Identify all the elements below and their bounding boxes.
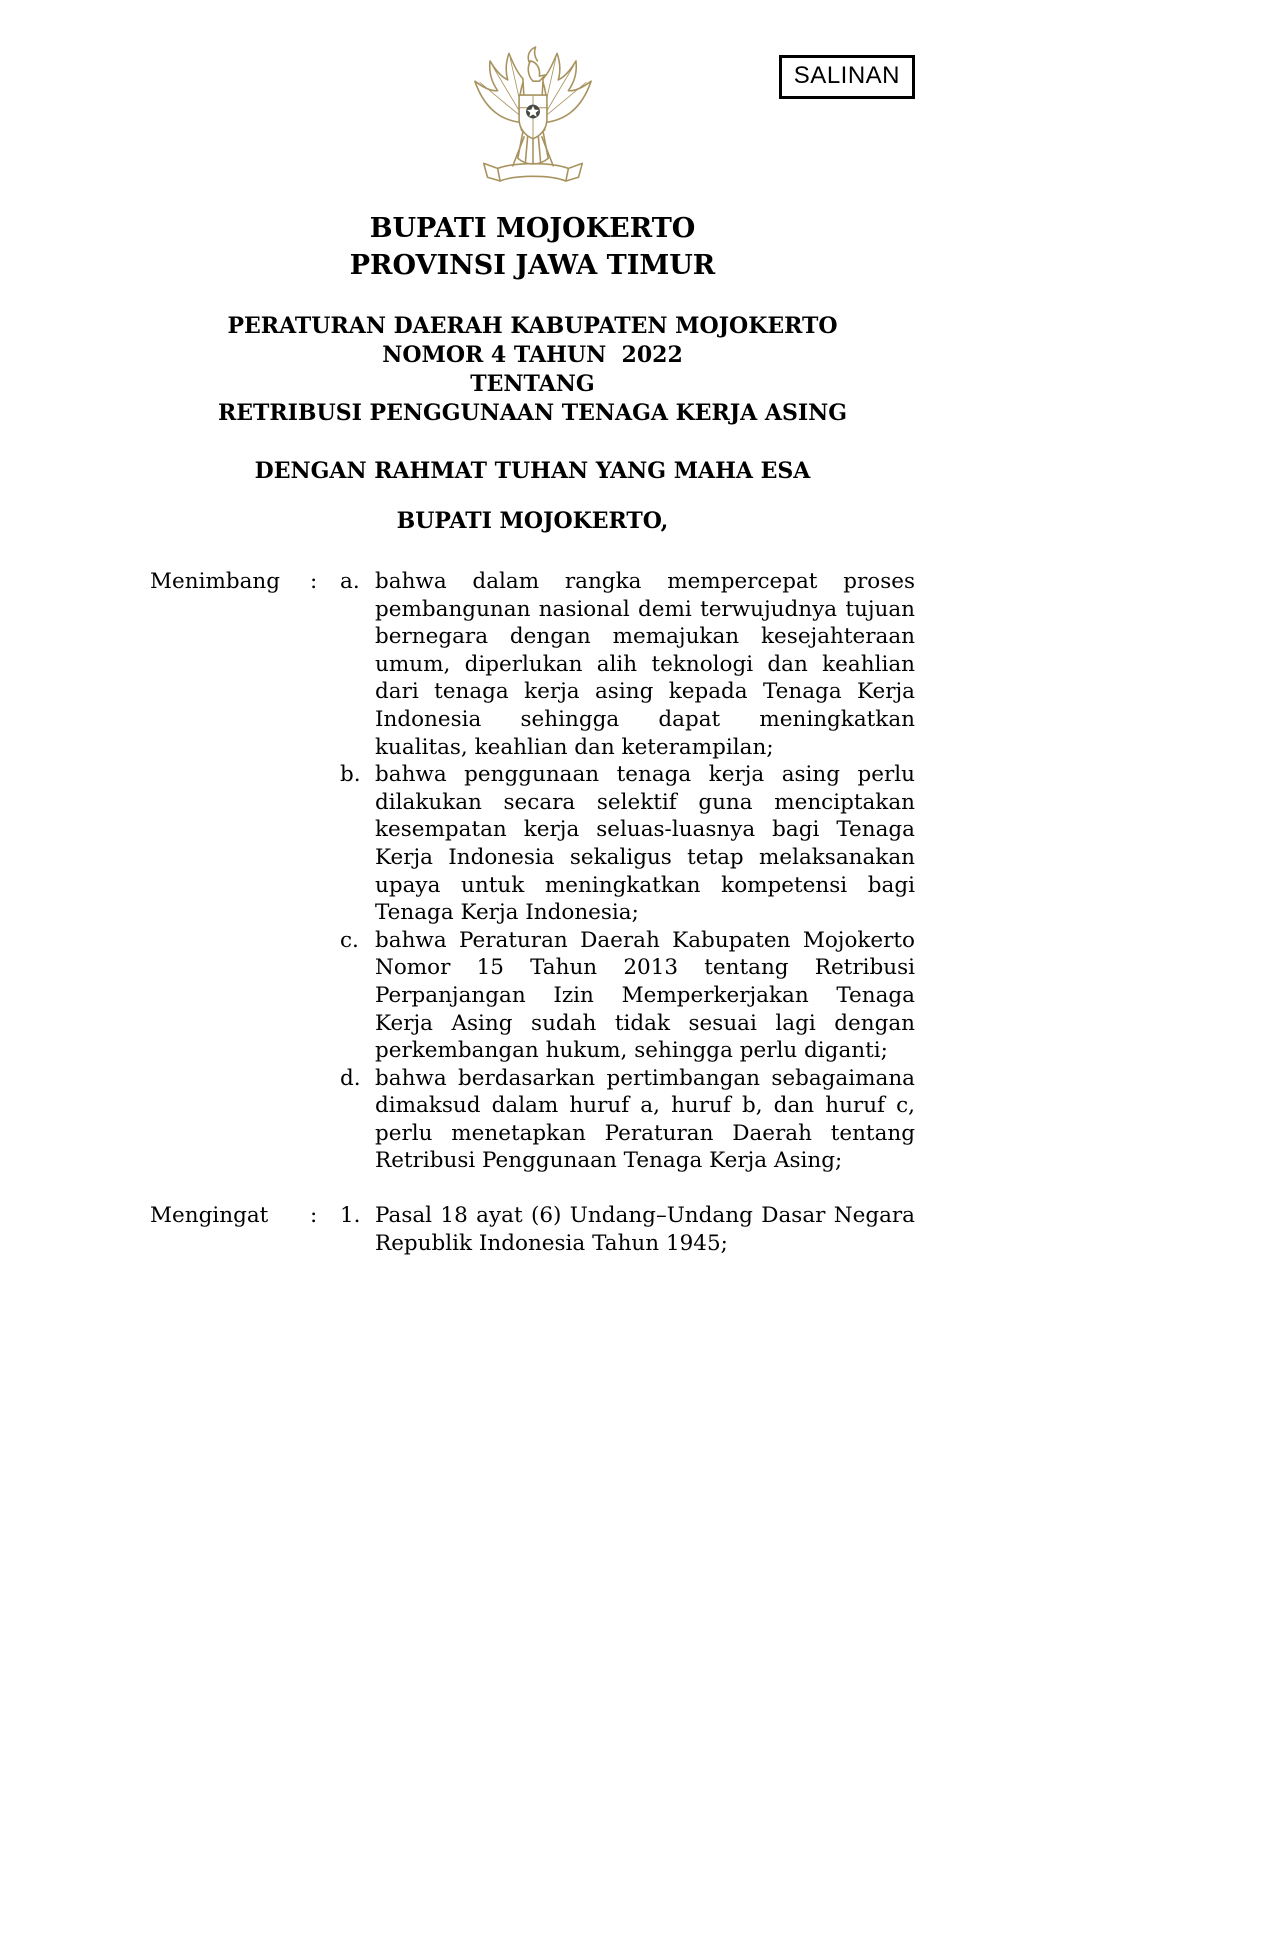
garuda-pancasila-emblem bbox=[457, 42, 609, 204]
considering-item-c bbox=[340, 927, 915, 1065]
letterhead bbox=[150, 210, 915, 284]
clause-marker: c. bbox=[340, 927, 359, 953]
clause-marker: 1. bbox=[340, 1203, 361, 1229]
recalling-section bbox=[150, 1202, 915, 1257]
invocation-line: DENGAN RAHMAT TUHAN YANG MAHA ESA bbox=[254, 458, 811, 484]
enacting-authority-line: BUPATI MOJOKERTO, bbox=[396, 508, 669, 534]
letterhead-province: PROVINSI JAWA TIMUR bbox=[349, 250, 716, 281]
title-doc-type: PERATURAN DAERAH KABUPATEN MOJOKERTO bbox=[227, 313, 838, 339]
clause-marker: d. bbox=[340, 1065, 361, 1091]
considering-section bbox=[150, 568, 915, 1175]
considering-item-d bbox=[340, 1065, 915, 1175]
title-number: NOMOR 4 TAHUN 2022 bbox=[382, 342, 683, 368]
considering-separator: : bbox=[310, 569, 318, 594]
clause-marker: b. bbox=[340, 762, 361, 788]
clause-marker: a. bbox=[340, 569, 360, 594]
considering-item-a bbox=[340, 568, 915, 761]
document-content bbox=[150, 0, 915, 1257]
considering-items bbox=[340, 568, 915, 1175]
clause-text: bahwa dalam rangka mempercepat proses pembangunan nasional demi terwujudnya tujuan bernegara dengan memajukan kesejahteraan umum, diperlukan alih teknologi dan keahlian dari tenaga kerja asing kepada Tenaga Kerja Indonesia sehingga dapat meningkatkan kualitas, keahlian dan keterampilan; bbox=[375, 569, 915, 760]
document-title-block bbox=[150, 312, 915, 428]
title-subject: RETRIBUSI PENGGUNAAN TENAGA KERJA ASING bbox=[217, 400, 848, 426]
clause-text: bahwa berdasarkan pertimbangan sebagaimana dimaksud dalam huruf a, huruf b, dan huruf c, perlu menetapkan Peraturan Daerah tentang Retribusi Penggunaan Tenaga Kerja Asing; bbox=[375, 1065, 915, 1174]
clause-text: bahwa Peraturan Daerah Kabupaten Mojokerto Nomor 15 Tahun 2013 tentang Retribusi Perpanjangan Izin Memperkerjakan Tenaga Kerja Asing sudah tidak sesuai lagi dengan perkembangan hukum, sehingga perlu diganti; bbox=[375, 927, 915, 1064]
title-about-label: TENTANG bbox=[470, 371, 595, 397]
recalling-label: Mengingat bbox=[150, 1203, 269, 1229]
recalling-separator: : bbox=[310, 1203, 318, 1229]
garuda-pancasila-icon bbox=[457, 42, 609, 200]
clause-text: Pasal 18 ayat (6) Undang–Undang Dasar Negara Republik Indonesia Tahun 1945; bbox=[375, 1203, 915, 1256]
considering-label: Menimbang bbox=[150, 569, 281, 594]
letterhead-authority: BUPATI MOJOKERTO bbox=[369, 213, 696, 244]
salinan-stamp: SALINAN bbox=[779, 55, 915, 99]
recalling-items bbox=[340, 1202, 915, 1257]
recalling-item-1 bbox=[340, 1202, 915, 1257]
clause-text: bahwa penggunaan tenaga kerja asing perlu dilakukan secara selektif guna menciptakan kesempatan kerja seluas-luasnya bagi Tenaga Kerja Indonesia sekaligus tetap melaksanakan upaya untuk meningkatkan kompetensi bagi Tenaga Kerja Indonesia; bbox=[375, 762, 915, 926]
considering-item-b bbox=[340, 761, 915, 927]
